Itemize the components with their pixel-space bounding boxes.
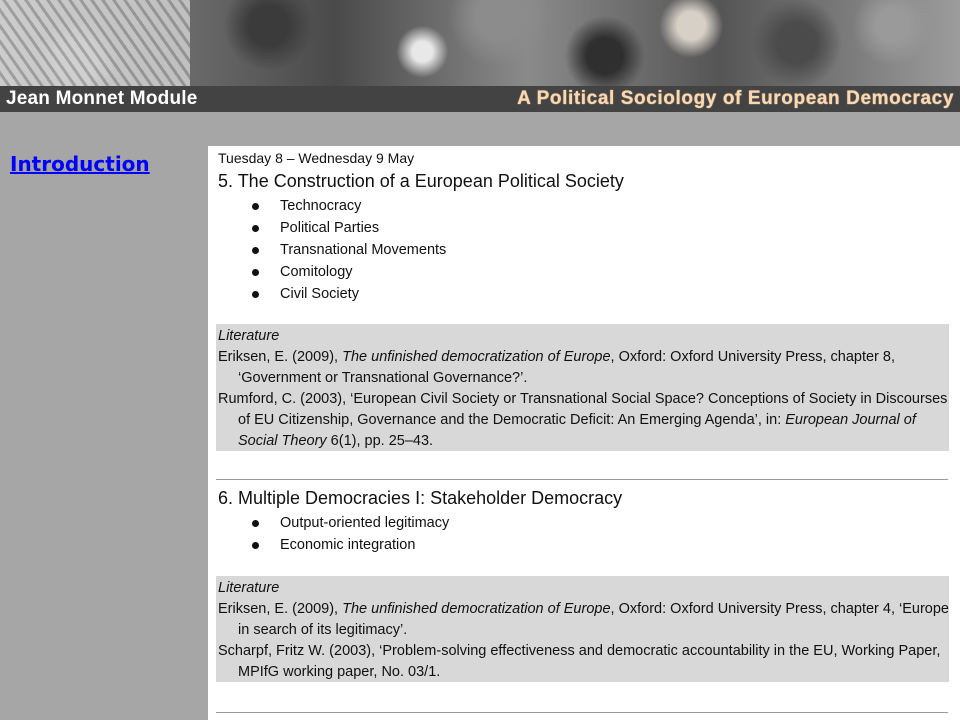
syllabus-document	[208, 146, 960, 720]
bullet-icon	[252, 269, 259, 276]
list-item: Technocracy	[252, 195, 446, 217]
introduction-link[interactable]: Introduction	[10, 152, 150, 176]
list-item: Comitology	[252, 261, 446, 283]
bullet-icon	[252, 247, 259, 254]
section-divider	[216, 712, 948, 713]
section-divider	[216, 479, 948, 480]
bullet-icon	[252, 291, 259, 298]
literature-label: Literature	[218, 328, 280, 344]
course-title: A Political Sociology of European Democracy	[517, 88, 954, 109]
dateline: Tuesday 8 – Wednesday 9 May	[218, 150, 415, 166]
reference: Eriksen, E. (2009), The unfinished democratization of Europe, Oxford: Oxford University Press, chapter 8, ‘Government or Transnational Governance?’.	[218, 349, 895, 386]
section-title: 5. The Construction of a European Political Society	[218, 171, 624, 191]
reference: Rumford, C. (2003), ‘European Civil Society or Transnational Social Space? Conceptions of Society in Discourses of EU Citizenship, Governance and the Democratic Deficit: An Emerging Agenda’, in: European Journal of Social Theory 6(1), pp. 25–43.	[218, 391, 948, 449]
list-item: Economic integration	[252, 534, 449, 556]
header-banner	[0, 0, 960, 112]
literature-label: Literature	[218, 580, 280, 596]
bullet-icon	[252, 203, 259, 210]
list-item: Civil Society	[252, 283, 446, 305]
literature-box	[216, 324, 949, 451]
list-item: Transnational Movements	[252, 239, 446, 261]
reference: Scharpf, Fritz W. (2003), ‘Problem-solving effectiveness and democratic accountability in the EU, Working Paper, MPIfG working paper, No. 03/1.	[218, 643, 941, 680]
bullet-icon	[252, 520, 259, 527]
reference: Eriksen, E. (2009), The unfinished democratization of Europe, Oxford: Oxford University Press, chapter 4, ‘Europe in search of its legitimacy’.	[218, 601, 949, 638]
bullet-icon	[252, 542, 259, 549]
bullet-icon	[252, 225, 259, 232]
literature-box	[216, 576, 949, 682]
list-item: Output-oriented legitimacy	[252, 512, 449, 534]
list-item: Political Parties	[252, 217, 446, 239]
section-title: 6. Multiple Democracies I: Stakeholder Democracy	[218, 488, 623, 508]
bullet-list	[252, 195, 446, 305]
module-title: Jean Monnet Module	[6, 88, 198, 109]
bullet-list	[252, 512, 449, 556]
photo-wall-panel	[0, 0, 190, 86]
